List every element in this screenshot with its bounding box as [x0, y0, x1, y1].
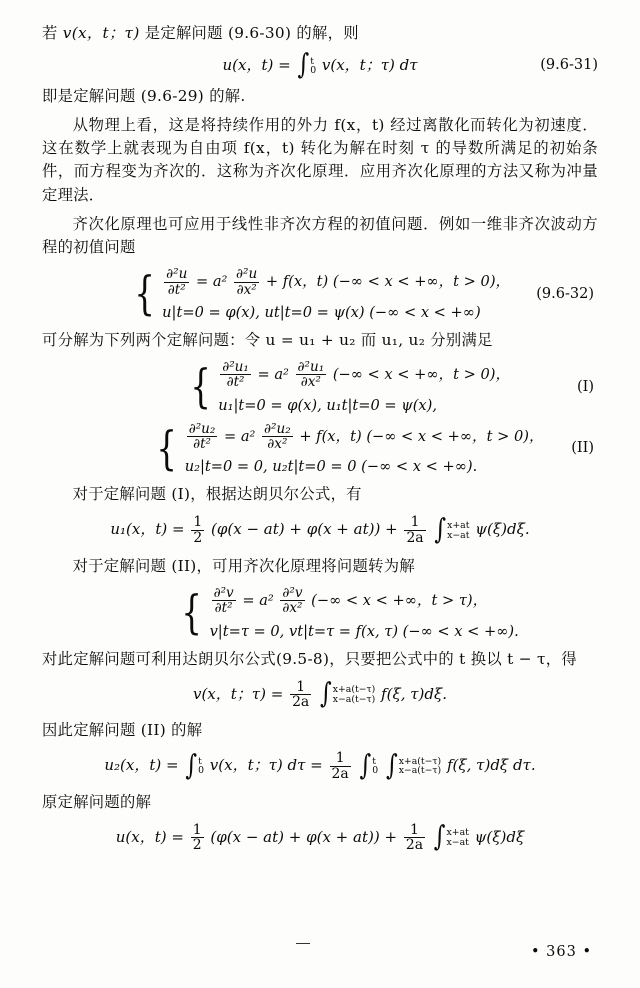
- equation-tag: (I): [576, 378, 594, 395]
- equation-9-6-32: [42, 267, 598, 321]
- integral-limits: x+at x−at: [447, 520, 470, 541]
- equation-integrand: v(x，t；τ) dτ: [321, 56, 418, 75]
- equation-row-2: v|t=τ = 0, vt|t=τ = f(x, τ) (−∞ < x < +∞).: [209, 622, 519, 640]
- paragraph-p10: 原定解问题的解: [42, 792, 152, 811]
- integral-sign: ∫: [185, 749, 198, 782]
- equation-I: [42, 360, 598, 414]
- equation-row-1: $\frac{\text{∂²u₁}}{\text{∂t²}}$ = a² $\frac{\text{∂²u₁}}{\text{∂x²}}$ (−∞ < x < +∞，t > 0)，: [222, 359, 511, 391]
- left-brace: {: [134, 266, 155, 321]
- equation-tag: (II): [571, 440, 594, 457]
- integral-limits: x+a(t−τ) x−a(t−τ): [398, 755, 442, 777]
- integral-limits: x+a(t−τ) x−a(t−τ): [332, 684, 376, 705]
- equation-tag: (9.6-31): [540, 56, 598, 73]
- equation-row-1: $\frac{\text{∂²u}}{\text{∂t²}}$ = a² $\frac{\text{∂²u}}{\text{∂x²}}$ + f(x，t) (−∞ < x < +∞，t > 0)，: [166, 266, 511, 298]
- paragraph-p7: 对于定解问题 (II)，可用齐次化原理将问题转为解: [72, 556, 415, 575]
- fraction: $\frac{1}{2a}$: [406, 514, 424, 547]
- fraction: $\frac{\text{∂²u₁}}{\text{∂t²}}$: [222, 359, 249, 391]
- equation-u2: u₂(x，t) = ∫t 0 v(x，t；τ) dτ = $\frac{1}{2a}$ ∫t 0 ∫x+a(t−τ) x−a(t−τ) f(ξ, τ)dξ dτ.: [104, 749, 536, 782]
- fraction: $\frac{\text{∂²v}}{\text{∂t²}}$: [213, 585, 234, 617]
- paragraph-p4: 齐次化原理也可应用于线性非齐次方程的初值问题．例如一维非齐次波动方程的初值问题: [42, 214, 598, 257]
- paragraph-p5: 可分解为下列两个定解问题：令 u = u₁ + u₂ 而 u₁, u₂ 分别满足: [42, 330, 493, 349]
- equation-rows: [185, 422, 544, 476]
- integral-sign: ∫: [434, 513, 447, 546]
- fraction: $\frac{\text{∂²u}}{\text{∂t²}}$: [166, 266, 188, 298]
- integral-limits: x+at x−at: [446, 827, 469, 848]
- equation-row-2: u₂|t=0 = 0, u₂t|t=0 = 0 (−∞ < x < +∞).: [184, 458, 478, 476]
- text-run: 是定解问题: [144, 24, 223, 42]
- equation-lhs: u₂(x，t) =: [104, 756, 179, 775]
- left-brace: {: [190, 359, 211, 414]
- inline-formula-v: v(x，t；τ): [62, 24, 140, 42]
- integral-limits: t 0: [372, 755, 379, 777]
- equation-rows: [162, 267, 510, 321]
- integral-sign: ∫: [320, 677, 332, 711]
- equation-II: [42, 422, 598, 476]
- fraction: $\frac{\text{∂²u}}{\text{∂x²}}$: [236, 266, 258, 298]
- paragraph-p6: 对于定解问题 (I)，根据达朗贝尔公式，有: [72, 485, 362, 504]
- equation-lhs: u₁(x，t) =: [110, 520, 185, 539]
- equation-v-system: [42, 586, 598, 640]
- equation-tag: (9.6-32): [536, 286, 594, 303]
- equation-row-2: u₁|t=0 = φ(x), u₁t|t=0 = ψ(x),: [218, 396, 437, 414]
- fraction: $\frac{1}{2a}$: [331, 750, 349, 782]
- fraction: $\frac{1}{2}$: [192, 821, 202, 854]
- paragraph-p9: 因此定解问题 (II) 的解: [42, 721, 203, 740]
- paragraph-p8: 对此定解问题可利用达朗贝尔公式(9.5-8)，只要把公式中的 t 换以 t − τ，得: [42, 649, 577, 668]
- integral-sign: ∫: [297, 48, 310, 82]
- equation-row-1: $\frac{\text{∂²v}}{\text{∂t²}}$ = a² $\frac{\text{∂²v}}{\text{∂x²}}$ (−∞ < x < +∞，t > τ)，: [213, 585, 488, 617]
- text-run: 的解，则: [296, 24, 359, 42]
- equation-final: u(x，t) = $\frac{1}{2}$ (φ(x − at) + φ(x + at)) + $\frac{1}{2a}$ ∫x+at x−at ψ(ξ)dξ: [115, 820, 525, 854]
- left-brace: {: [156, 420, 178, 475]
- equation-9-6-31: [42, 48, 598, 82]
- integral-limits: t 0: [310, 55, 317, 77]
- page-content: [42, 22, 598, 862]
- fraction: $\frac{\text{∂²u₁}}{\text{∂x²}}$: [297, 359, 325, 391]
- equation-dalembert: u₁(x，t) = $\frac{1}{2}$ (φ(x − at) + φ(x + at)) + $\frac{1}{2a}$ ∫x+at x−at ψ(ξ)dξ.: [110, 513, 530, 547]
- equation-rows: [210, 586, 519, 640]
- equation-rows: [218, 360, 510, 414]
- integral-limits: t 0: [198, 755, 204, 777]
- integral-sign: ∫: [433, 820, 446, 854]
- equation-lhs: u(x，t) =: [115, 827, 184, 846]
- paragraph-p2: 即是定解问题 (9.6-29) 的解.: [42, 86, 246, 105]
- fraction: $\frac{1}{2}$: [193, 514, 203, 547]
- equation-row-1: $\frac{\text{∂²u₂}}{\text{∂t²}}$ = a² $\frac{\text{∂²u₂}}{\text{∂x²}}$ + f(x，t) (−∞ < x < +∞，t > 0)，: [188, 420, 544, 452]
- equation-reference: (9.6-30): [227, 24, 292, 42]
- fraction: $\frac{\text{∂²u₂}}{\text{∂x²}}$: [264, 420, 291, 452]
- equation-row-2: u|t=0 = φ(x), ut|t=0 = ψ(x) (−∞ < x < +∞): [162, 303, 481, 321]
- paragraph-p3: 从物理上看，这是将持续作用的外力 f(x，t) 经过离散化而转化为初速度．这在数学上就表现为自由项 f(x，t) 转化为解在时刻 τ 的导数所满足的初始条件，而方程变为齐次的．这称为齐次化原理．应用齐次化原理的方法又称为冲量定理法．: [42, 115, 598, 204]
- equation-lhs: v(x，t；τ) =: [192, 684, 284, 703]
- page-number: • 363 •: [531, 944, 592, 960]
- integral-sign: ∫: [359, 749, 372, 782]
- equation-v-solution: v(x，t；τ) = $\frac{1}{2a}$ ∫x+a(t−τ) x−a(t−τ) f(ξ, τ)dξ.: [192, 677, 448, 711]
- fraction: $\frac{1}{2a}$: [405, 821, 424, 854]
- left-brace: {: [181, 584, 203, 639]
- fraction: $\frac{\text{∂²u₂}}{\text{∂t²}}$: [188, 420, 216, 452]
- paragraph-intro: [42, 22, 598, 45]
- text-run: 若: [42, 24, 58, 42]
- equation-lhs: u(x，t) =: [222, 56, 291, 75]
- fraction: $\frac{1}{2a}$: [292, 678, 310, 711]
- fraction: $\frac{\text{∂²v}}{\text{∂x²}}$: [282, 585, 303, 617]
- integral-sign: ∫: [385, 749, 398, 782]
